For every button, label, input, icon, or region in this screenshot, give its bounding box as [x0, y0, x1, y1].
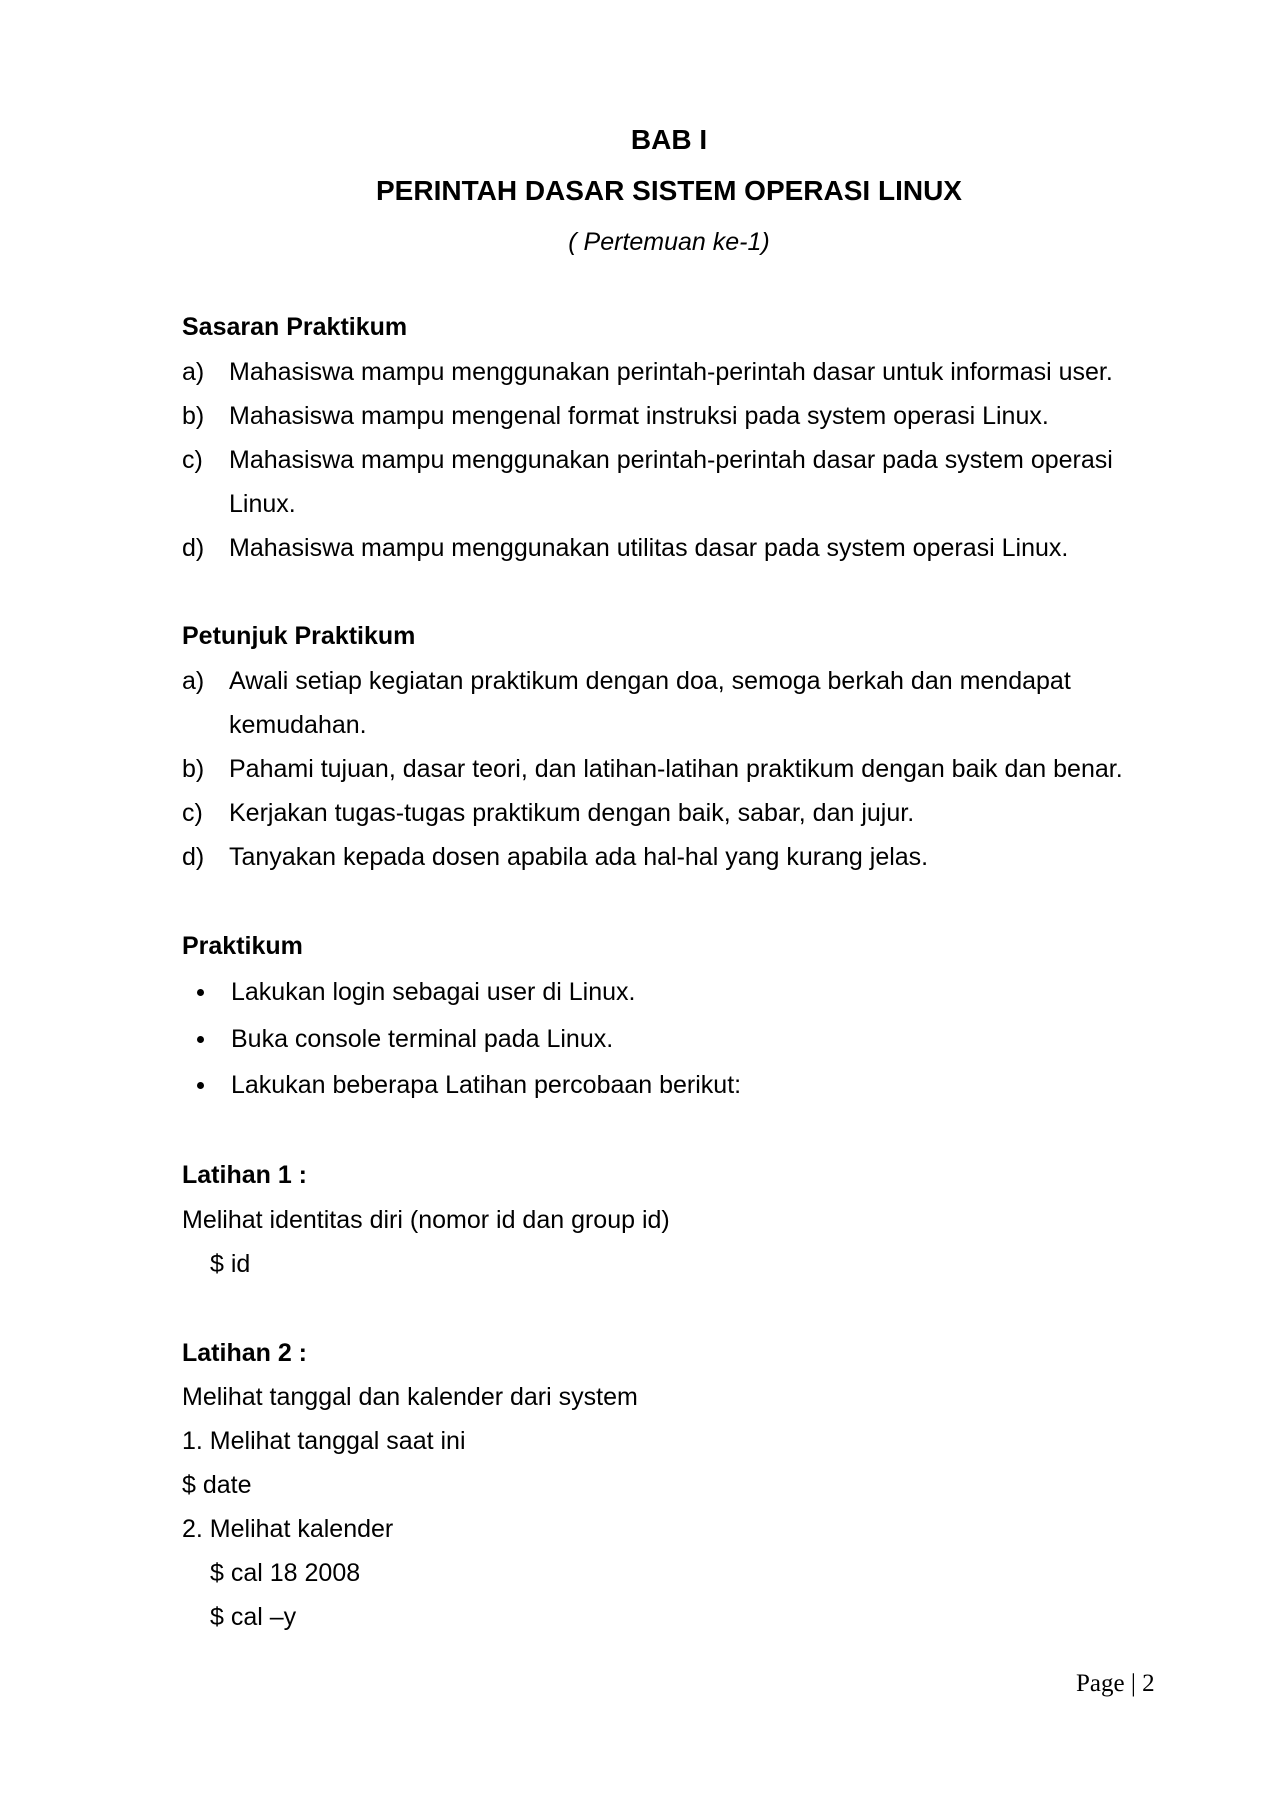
- bullet-dot: [197, 1036, 204, 1043]
- sasaran-marker-d: d): [182, 534, 205, 562]
- latihan2-step2: 2. Melihat kalender: [182, 1515, 394, 1543]
- meeting-label: ( Pertemuan ke-1): [568, 228, 770, 256]
- praktikum-bullet-2: Buka console terminal pada Linux.: [231, 1025, 614, 1053]
- petunjuk-item-b-line1: Pahami tujuan, dasar teori, dan latihan-latihan praktikum dengan baik dan benar.: [229, 755, 1123, 783]
- praktikum-heading: Praktikum: [182, 932, 303, 960]
- sasaran-item-d-line1: Mahasiswa mampu menggunakan utilitas dasar pada system operasi Linux.: [229, 534, 1069, 562]
- sasaran-heading: Sasaran Praktikum: [182, 313, 408, 341]
- latihan2-step2-command-1: $ cal 18 2008: [210, 1559, 361, 1587]
- latihan1-description: Melihat identitas diri (nomor id dan group id): [182, 1206, 670, 1234]
- sasaran-marker-c: c): [182, 446, 203, 474]
- petunjuk-item-a-line2: kemudahan.: [229, 711, 367, 739]
- praktikum-bullet-3: Lakukan beberapa Latihan percobaan berikut:: [231, 1071, 742, 1099]
- sasaran-item-c-line1: Mahasiswa mampu menggunakan perintah-perintah dasar pada system operasi: [229, 446, 1113, 474]
- petunjuk-marker-b: b): [182, 755, 205, 783]
- petunjuk-marker-a: a): [182, 667, 205, 695]
- latihan2-description: Melihat tanggal dan kalender dari system: [182, 1383, 638, 1411]
- latihan1-heading: Latihan 1 :: [182, 1161, 308, 1189]
- latihan2-heading: Latihan 2 :: [182, 1339, 308, 1367]
- chapter-title: PERINTAH DASAR SISTEM OPERASI LINUX: [376, 175, 962, 206]
- bullet-dot: [197, 1082, 204, 1089]
- page-number: Page | 2: [1076, 1670, 1155, 1697]
- sasaran-marker-b: b): [182, 402, 205, 430]
- praktikum-bullet-1: Lakukan login sebagai user di Linux.: [231, 978, 636, 1006]
- latihan2-step1: 1. Melihat tanggal saat ini: [182, 1427, 466, 1455]
- latihan1-command: $ id: [210, 1250, 251, 1278]
- sasaran-item-b-line1: Mahasiswa mampu mengenal format instruksi pada system operasi Linux.: [229, 402, 1049, 430]
- petunjuk-item-c-line1: Kerjakan tugas-tugas praktikum dengan baik, sabar, dan jujur.: [229, 799, 915, 827]
- bullet-dot: [197, 989, 204, 996]
- petunjuk-marker-c: c): [182, 799, 203, 827]
- petunjuk-marker-d: d): [182, 843, 205, 871]
- sasaran-marker-a: a): [182, 358, 205, 386]
- sasaran-item-c-line2: Linux.: [229, 490, 296, 518]
- petunjuk-heading: Petunjuk Praktikum: [182, 622, 416, 650]
- petunjuk-item-d-line1: Tanyakan kepada dosen apabila ada hal-hal yang kurang jelas.: [229, 843, 929, 871]
- petunjuk-item-a-line1: Awali setiap kegiatan praktikum dengan doa, semoga berkah dan mendapat: [229, 667, 1071, 695]
- latihan2-step1-command: $ date: [182, 1471, 252, 1499]
- chapter-label: BAB I: [630, 124, 708, 155]
- sasaran-item-a-line1: Mahasiswa mampu menggunakan perintah-perintah dasar untuk informasi user.: [229, 358, 1113, 386]
- latihan2-step2-command-2: $ cal –y: [210, 1603, 297, 1631]
